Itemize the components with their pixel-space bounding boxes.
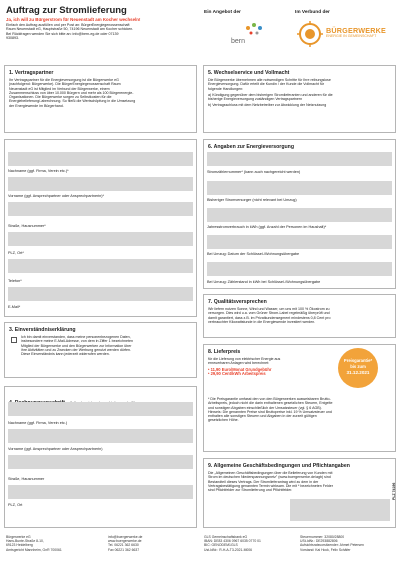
section-agb: [203, 458, 396, 528]
section-title: 1. Vertragspartner: [9, 70, 54, 76]
field-label: Vorname (ggf. Ansprechpartner oder Ansprechpartnerin): [8, 447, 103, 451]
section-text: [208, 471, 393, 492]
footer-line: Fax 06221 362 6637: [108, 547, 140, 552]
umzug-zaehlerstand-field[interactable]: [207, 262, 392, 276]
verbrauch-field[interactable]: [207, 208, 392, 222]
field-label: E-Mail*: [8, 305, 21, 309]
versorger-field[interactable]: [207, 181, 392, 195]
intro-line: Einfach den Auftrag ausfüllen und per Post an: BürgerEnergiegenossenschaft: [6, 23, 130, 27]
text-line: insbesondere meine E-Mail-Adresse, von dem in Ziffer 1 bezeichneten: [21, 339, 133, 344]
text-line: Vertragsbestätigung genannten Termin wirksam. Die mit * bezeichneten Felder: [208, 483, 333, 488]
badge-line: 31.12.2021: [346, 370, 370, 375]
text-line: verbrauchter Kilowattstunde in die Energiewende investiert werden.: [208, 319, 316, 324]
text-line: Die „Allgemeinen Geschäftsbedingungen über die Belieferung von Kunden mit: [208, 471, 333, 475]
intro-line: Bei Rückfragen wenden Sie sich bitte an: info@bern-eg.de oder 07139: [6, 31, 119, 36]
text-line: Neuenstadt eG ist Mitglied im Verbund der Bürgerwerke, einem: [9, 86, 110, 91]
price-monthly: • 11,90 Euro/Monat Grundgebühr: [208, 366, 272, 372]
header-block: [6, 5, 202, 40]
text-line: Mitglied der Bürgerwerke und den Bürgerwerken zur Information über: [21, 343, 132, 348]
footer-line: www.buergerwerke.de: [108, 539, 142, 544]
field-label: Nachname (ggf. Firma, Verein etc.): [8, 421, 68, 425]
footer-line: 69123 Heidelberg: [6, 543, 33, 548]
section-title: 5. Wechselservice und Vollmacht: [208, 70, 290, 76]
text-line: * Die Preisgarantie umfasst den von den Bürgerwerken ausweisbaren Brutto-: [208, 397, 331, 401]
rechnung-plz-field[interactable]: [8, 485, 193, 499]
section-text: [208, 78, 393, 108]
text-line: Energieversorgung. Dafür erteilt die Kundin / der Kunde die Vollmacht für: [208, 82, 325, 87]
footer-line: Hans-Bunte-Straße 8-10,: [6, 539, 44, 544]
text-line: folgende Handlungen:: [208, 86, 244, 91]
brand-b-label: Im Verbund der: [295, 10, 330, 15]
field-label: Jahresstromverbrauch in kWh (ggf. Anzahl der Personen im Haushalt)*: [207, 225, 327, 229]
page-subtitle: Ja, ich will zu Bürgerstrom für Neuenstadt am Kocher wechseln!: [6, 17, 141, 22]
section-text: [21, 335, 194, 356]
rechnung-nachname-field[interactable]: [8, 402, 193, 416]
footer-col-contact: [108, 535, 142, 552]
field-label: Telefon*: [8, 279, 22, 283]
section-einverstaendnis: [4, 322, 197, 378]
text-line: Ihr Vertragspartner für die Energieversorgung ist die Bürgerwerke eG: [9, 78, 119, 82]
umzug-datum-field[interactable]: [207, 235, 392, 249]
zaehlernummer-field[interactable]: [207, 152, 392, 166]
text-line: Ich bin damit einverstanden, dass meine personenbezogenen Daten,: [21, 335, 131, 339]
price-note: [208, 397, 393, 423]
text-line: Bestandteil dieses Vertrags. Der Stromlieferantrag wird zu dem in der: [208, 479, 319, 484]
rechnung-vorname-field[interactable]: [8, 429, 193, 443]
field-label: Straße, Hausnummer: [8, 477, 45, 481]
text-line: b) Vertragsschluss mit dem Netzbetreiber zur Abwicklung der Netznutzung: [208, 103, 327, 108]
section-title: 7. Qualitätsversprechen: [208, 299, 267, 305]
text-line: für die Lieferung von elektrischer Energie aus: [208, 357, 281, 361]
consent-checkbox[interactable]: [11, 337, 17, 343]
side-code: PLZ 74196: [392, 482, 396, 500]
footer-line: BIC: GENODEM1GLS: [204, 543, 238, 548]
field-label: Bei Umzug: Datum der Schlüssel-/Wohnungsübergabe: [207, 252, 300, 256]
field-label: Bei Umzug: Zählerstand in kWh bei Schlüssel-/Wohnungsübergabe: [207, 280, 321, 284]
footer-col-legal: [300, 535, 364, 552]
section-qualitaet: [203, 294, 396, 338]
section-title: 6. Angaben zur Energieversorgung: [208, 144, 294, 150]
nachname-field[interactable]: [8, 152, 193, 166]
field-label: Vorname (ggf. Ansprechpartner oder Ansprechpartnerin)*: [8, 194, 105, 198]
footer-line: Amtsgericht Mannheim, GnR 700061: [6, 547, 62, 552]
field-label: Nachname (ggf. Firma, Verein etc.)*: [8, 169, 69, 173]
text-line: und sonstigen Abgaben einschließlich der Umsatzsteuer (vgl. § 6 AGB).: [208, 405, 322, 410]
text-line: versorgen. Dies wird u.a. vom Grüner Strom-Label regelmäßig überprüft und: [208, 311, 330, 316]
text-line: Hinweis: Die genannten Preise sind Bruttopreise inkl. 19 % Umsatzsteuer und: [208, 409, 332, 414]
bern-logo-text: bern: [231, 38, 246, 45]
email-field[interactable]: [8, 287, 193, 301]
vorname-field[interactable]: [8, 177, 193, 191]
footer-line: USt-IdNr.: DE293882806: [300, 539, 338, 544]
text-line: ihre Aktivitäten und zu Zwecken der Werbung genutzt werden dürfen.: [21, 347, 132, 352]
text-line: (nachfolgend: Bürgerwerke). Die BürgerEnergiegenossenschaft Raum: [9, 82, 121, 87]
strasse-field[interactable]: [8, 202, 193, 216]
badge-line: bis zum: [350, 364, 366, 369]
price-kwh: • 29,90 Cent/kWh Arbeitspreis: [208, 370, 266, 376]
buergerwerke-logo-sub: ENERGIE IN GEMEINSCHAFT: [326, 34, 377, 38]
badge-line: Preisgarantie*: [343, 358, 373, 363]
field-label: Bisheriger Stromversorger (nicht relevant bei Umzug): [207, 198, 297, 202]
footer-line: Vorstand: Kai Hock, Felix Schäfer: [300, 547, 351, 552]
section-title: 3. Einverständniserklärung: [9, 327, 76, 333]
price-guarantee-badge: [338, 348, 378, 388]
text-line: bisherige Energieversorgung zuständigen Vertragspartnern: [208, 97, 303, 102]
field-label: PLZ, Ort*: [8, 251, 24, 255]
footer-col-bank: [204, 535, 261, 552]
intro-text: [6, 23, 202, 40]
signature-field[interactable]: [290, 499, 390, 521]
section-wechselservice: [203, 65, 396, 133]
footer-line: Tel. 06221 362 6630: [108, 543, 139, 548]
text-line: Energiebelieferung/-abrechnung. So fließt die Wertschöpfung in die Umsetzung: [9, 99, 136, 104]
text-line: der Energiewende im Bürgerhand.: [9, 103, 64, 108]
text-line: sind Pflichtfelder zur Stromlieferung und Pflichtfelder.: [208, 488, 293, 493]
text-line: Arbeitspreis, jedoch nicht die darin enthaltenen gesetzlichen Steuern, Entgelte: [208, 401, 333, 406]
text-line: Strom im deutschen Niederspannungsnetz" (www.buergerwerke.de/agb) sind: [208, 475, 331, 480]
text-line: damit garantiert, dass z.B. im Privatkundensegment mindestens 0,8 Cent pro: [208, 315, 331, 320]
text-line: Wir liefern nutzen Sonne, Wind und Wasser, um uns mit 100 % Ökostrom zu: [208, 307, 330, 311]
footer-line: Aufsichtsratsvorsitzender: Ahmet Petersen: [300, 543, 364, 548]
field-label: PLZ, Ort: [8, 503, 23, 507]
rechnung-strasse-field[interactable]: [8, 455, 193, 469]
section-text: [208, 307, 393, 324]
text-line: Organisationen. Die Bürgerwerke sorgen zu Selbstkosten für die: [9, 95, 112, 100]
text-line: a) Kündigung gegenüber dem bisherigen Stromlieferanten und anderen für die: [208, 92, 333, 97]
section-title: 8. Lieferpreis: [208, 349, 241, 355]
text-line: Zusammenschluss von über 10.000 Bürgern und mehr als 100 Bürgerenergie-: [9, 90, 134, 95]
section-title: 9. Allgemeine Geschäftsbedingungen und Pflichtangaben: [208, 463, 350, 469]
footer-line: IBAN: DE83 4306 0967 6035 0770 01: [204, 539, 261, 544]
footer-line: GLS Gemeinschaftsbank eG: [204, 535, 248, 539]
section-text: [208, 357, 338, 376]
text-line: erneuerbaren Anlagen wird berechnet:: [208, 361, 270, 366]
footer-col-address: [6, 535, 62, 552]
field-label: Stromzählernummer* (kann auch nachgereicht werden): [207, 170, 301, 174]
plz-ort-field[interactable]: [8, 232, 193, 246]
brand-a-label: Ein Angebot der: [204, 10, 241, 15]
text-line: gesetzlichen Höhe.: [208, 418, 239, 423]
section-vertragspartner: [4, 65, 197, 133]
footer-line: Ust-IdNr.: R-H-A-T3-2021-M006: [204, 547, 253, 552]
field-label: Straße, Hausnummer*: [8, 224, 46, 228]
footer-line: Bürgerwerke eG: [6, 535, 31, 539]
text-line: enthalten alle sonstigen Steuern und Abgaben in der zurzeit gültigen: [208, 414, 317, 419]
text-line: Diese Einverständnis kann jederzeit widerrufen werden.: [21, 352, 110, 357]
section-text: [9, 78, 194, 108]
footer-line: info@buergerwerke.de: [108, 535, 143, 539]
intro-line: 930893.: [6, 35, 19, 40]
telefon-field[interactable]: [8, 259, 193, 273]
text-line: Die Bürgerwerke übernehmen alle notwendigen Schritte für Ihre reibungslose: [208, 78, 331, 82]
intro-line: Raum Neuenstadt eG, Hauptstraße 50, 74196 Neuenstadt am Kocher schicken.: [6, 27, 134, 32]
footer-line: Steuernummer: 32080/28800: [300, 535, 345, 539]
buergerwerke-logo-text: BÜRGERWERKE: [326, 26, 386, 35]
page-title: Auftrag zur Stromlieferung: [6, 5, 127, 16]
